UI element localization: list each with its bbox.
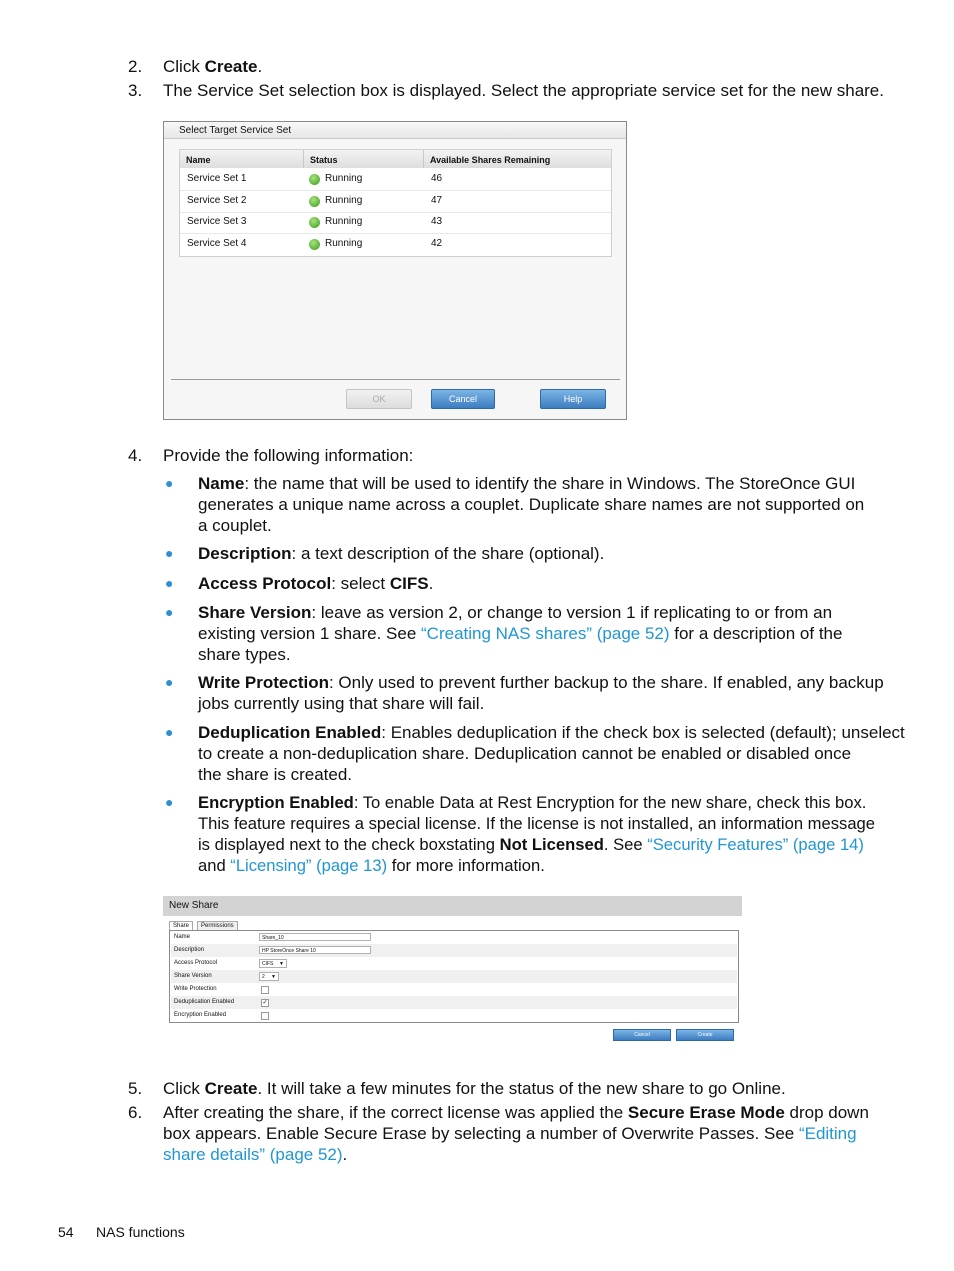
editing-share-details-link[interactable]: “Editing [798,1124,857,1143]
share-form [169,930,739,1023]
status-text: Running [325,195,363,206]
access-protocol-select[interactable]: CIFS ▼ [259,959,287,968]
running-status-icon [309,239,320,250]
ok-button[interactable]: OK [346,389,412,409]
available-shares: 42 [431,238,443,249]
bullet-icon: ● [165,724,174,740]
status-text: Running [325,216,363,227]
step-number: 3. [128,81,143,100]
create-button[interactable]: Create [676,1029,734,1041]
column-header-available[interactable]: Available Shares Remaining [424,150,611,168]
bullet-write-protection: Write Protection: Only used to prevent further backup to the share. If enabled, any backup jobs currently using that share will fail. [198,673,884,713]
form-row-deduplication [171,996,737,1009]
bullet-description: Description: a text description of the share (optional). [198,544,605,563]
name-field[interactable]: Share_10 [259,933,371,941]
step-2-text: Click Create. [163,57,263,76]
status-text: Running [325,238,363,249]
status-text: Running [325,173,363,184]
step-4-text: Provide the following information: [163,446,414,465]
form-row-access-protocol [171,957,737,970]
select-service-set-dialog [163,121,627,420]
section-name: NAS functions [96,1224,185,1240]
step-6-text: After creating the share, if the correct license was applied the Secure Erase Mode drop down box appears. Enable Secure Erase by selecting a number of Overwrite Passes. See “Editing share details” (page 52). [163,1103,869,1164]
form-row-share-version [171,970,737,983]
form-row-write-protection [171,983,737,996]
field-label: Access Protocol [174,960,218,966]
security-features-link[interactable]: “Security Features” (page 14) [647,835,864,854]
table-row[interactable] [180,234,611,255]
bullet-icon: ● [165,575,174,591]
bullet-icon: ● [165,475,174,491]
share-version-select[interactable]: 2 ▼ [259,972,279,981]
running-status-icon [309,196,320,207]
service-set-name: Service Set 2 [187,195,247,206]
divider [171,379,620,380]
editing-share-details-link-cont[interactable]: share details” (page 52) [163,1145,343,1164]
chevron-down-icon: ▼ [279,961,284,967]
available-shares: 43 [431,216,443,227]
form-row-encryption [171,1009,737,1022]
help-button[interactable]: Help [540,389,606,409]
bullet-icon: ● [165,604,174,620]
step-5-text: Click Create. It will take a few minutes for the status of the new share to go Online. [163,1079,786,1098]
new-share-dialog [163,896,742,1042]
cancel-button[interactable]: Cancel [613,1029,671,1041]
form-row-description [171,944,737,957]
table-row[interactable] [180,191,611,213]
cancel-button[interactable]: Cancel [431,389,495,409]
bullet-access-protocol: Access Protocol: select CIFS. [198,574,434,593]
tab-share[interactable]: Share [169,921,193,931]
available-shares: 47 [431,195,443,206]
dialog-title: Select Target Service Set [164,122,626,139]
service-set-name: Service Set 4 [187,238,247,249]
table-row[interactable] [180,169,611,191]
chevron-down-icon: ▼ [271,974,276,980]
tab-permissions[interactable]: Permissions [197,921,238,931]
bullet-icon: ● [165,545,174,561]
bullet-encryption: Encryption Enabled: To enable Data at Rest Encryption for the new share, check this box. This feature requires a special license. If the license is not installed, an information message is displayed next to the check boxstating Not Licensed. See “Security Features” (page 14) and “Licensing” (page 13) for more information. [198,793,876,875]
form-row-name [171,931,737,944]
service-set-table [179,149,612,257]
dialog-title: New Share [163,896,742,916]
column-header-status[interactable]: Status [304,150,424,168]
licensing-link[interactable]: “Licensing” (page 13) [230,856,388,875]
field-label: Name [174,934,191,940]
field-label: Encryption Enabled [174,1012,227,1018]
step-number: 4. [128,446,143,465]
bullet-icon: ● [165,794,174,810]
deduplication-checkbox[interactable]: ✓ [262,1000,268,1006]
step-3-text: The Service Set selection box is displayed. Select the appropriate service set for the new share. [163,81,884,100]
write-protection-checkbox[interactable] [261,986,269,994]
page-number: 54 [58,1224,74,1240]
bullet-name: Name: the name that will be used to identify the share in Windows. The StoreOnce GUI generates a unique name across a couplet. Duplicate share names are not supported on a couplet. [198,474,865,535]
running-status-icon [309,174,320,185]
step-number: 5. [128,1079,143,1098]
description-field[interactable]: HP StoreOnce Share 10 [259,946,371,954]
field-label: Share Version [174,973,212,979]
field-label: Write Protection [174,986,217,992]
service-set-name: Service Set 1 [187,173,247,184]
creating-nas-shares-link[interactable]: “Creating NAS shares” (page 52) [421,624,670,643]
column-header-name[interactable]: Name [180,150,304,168]
running-status-icon [309,217,320,228]
field-label: Deduplication Enabled [174,999,235,1005]
step-number: 2. [128,57,143,76]
table-row[interactable] [180,212,611,234]
step-number: 6. [128,1103,143,1122]
service-set-name: Service Set 3 [187,216,247,227]
available-shares: 46 [431,173,443,184]
bullet-share-version: Share Version: leave as version 2, or change to version 1 if replicating to or from an existing version 1 share. See “Creating NAS shares” (page 52) for a description of the share types. [198,603,843,664]
bullet-deduplication: Deduplication Enabled: Enables deduplication if the check box is selected (default); unselect to create a non-deduplication share. Deduplication cannot be enabled or disabled once the share is created. [198,723,905,784]
bullet-icon: ● [165,674,174,690]
field-label: Description [174,947,205,953]
encryption-checkbox[interactable] [261,1012,269,1020]
